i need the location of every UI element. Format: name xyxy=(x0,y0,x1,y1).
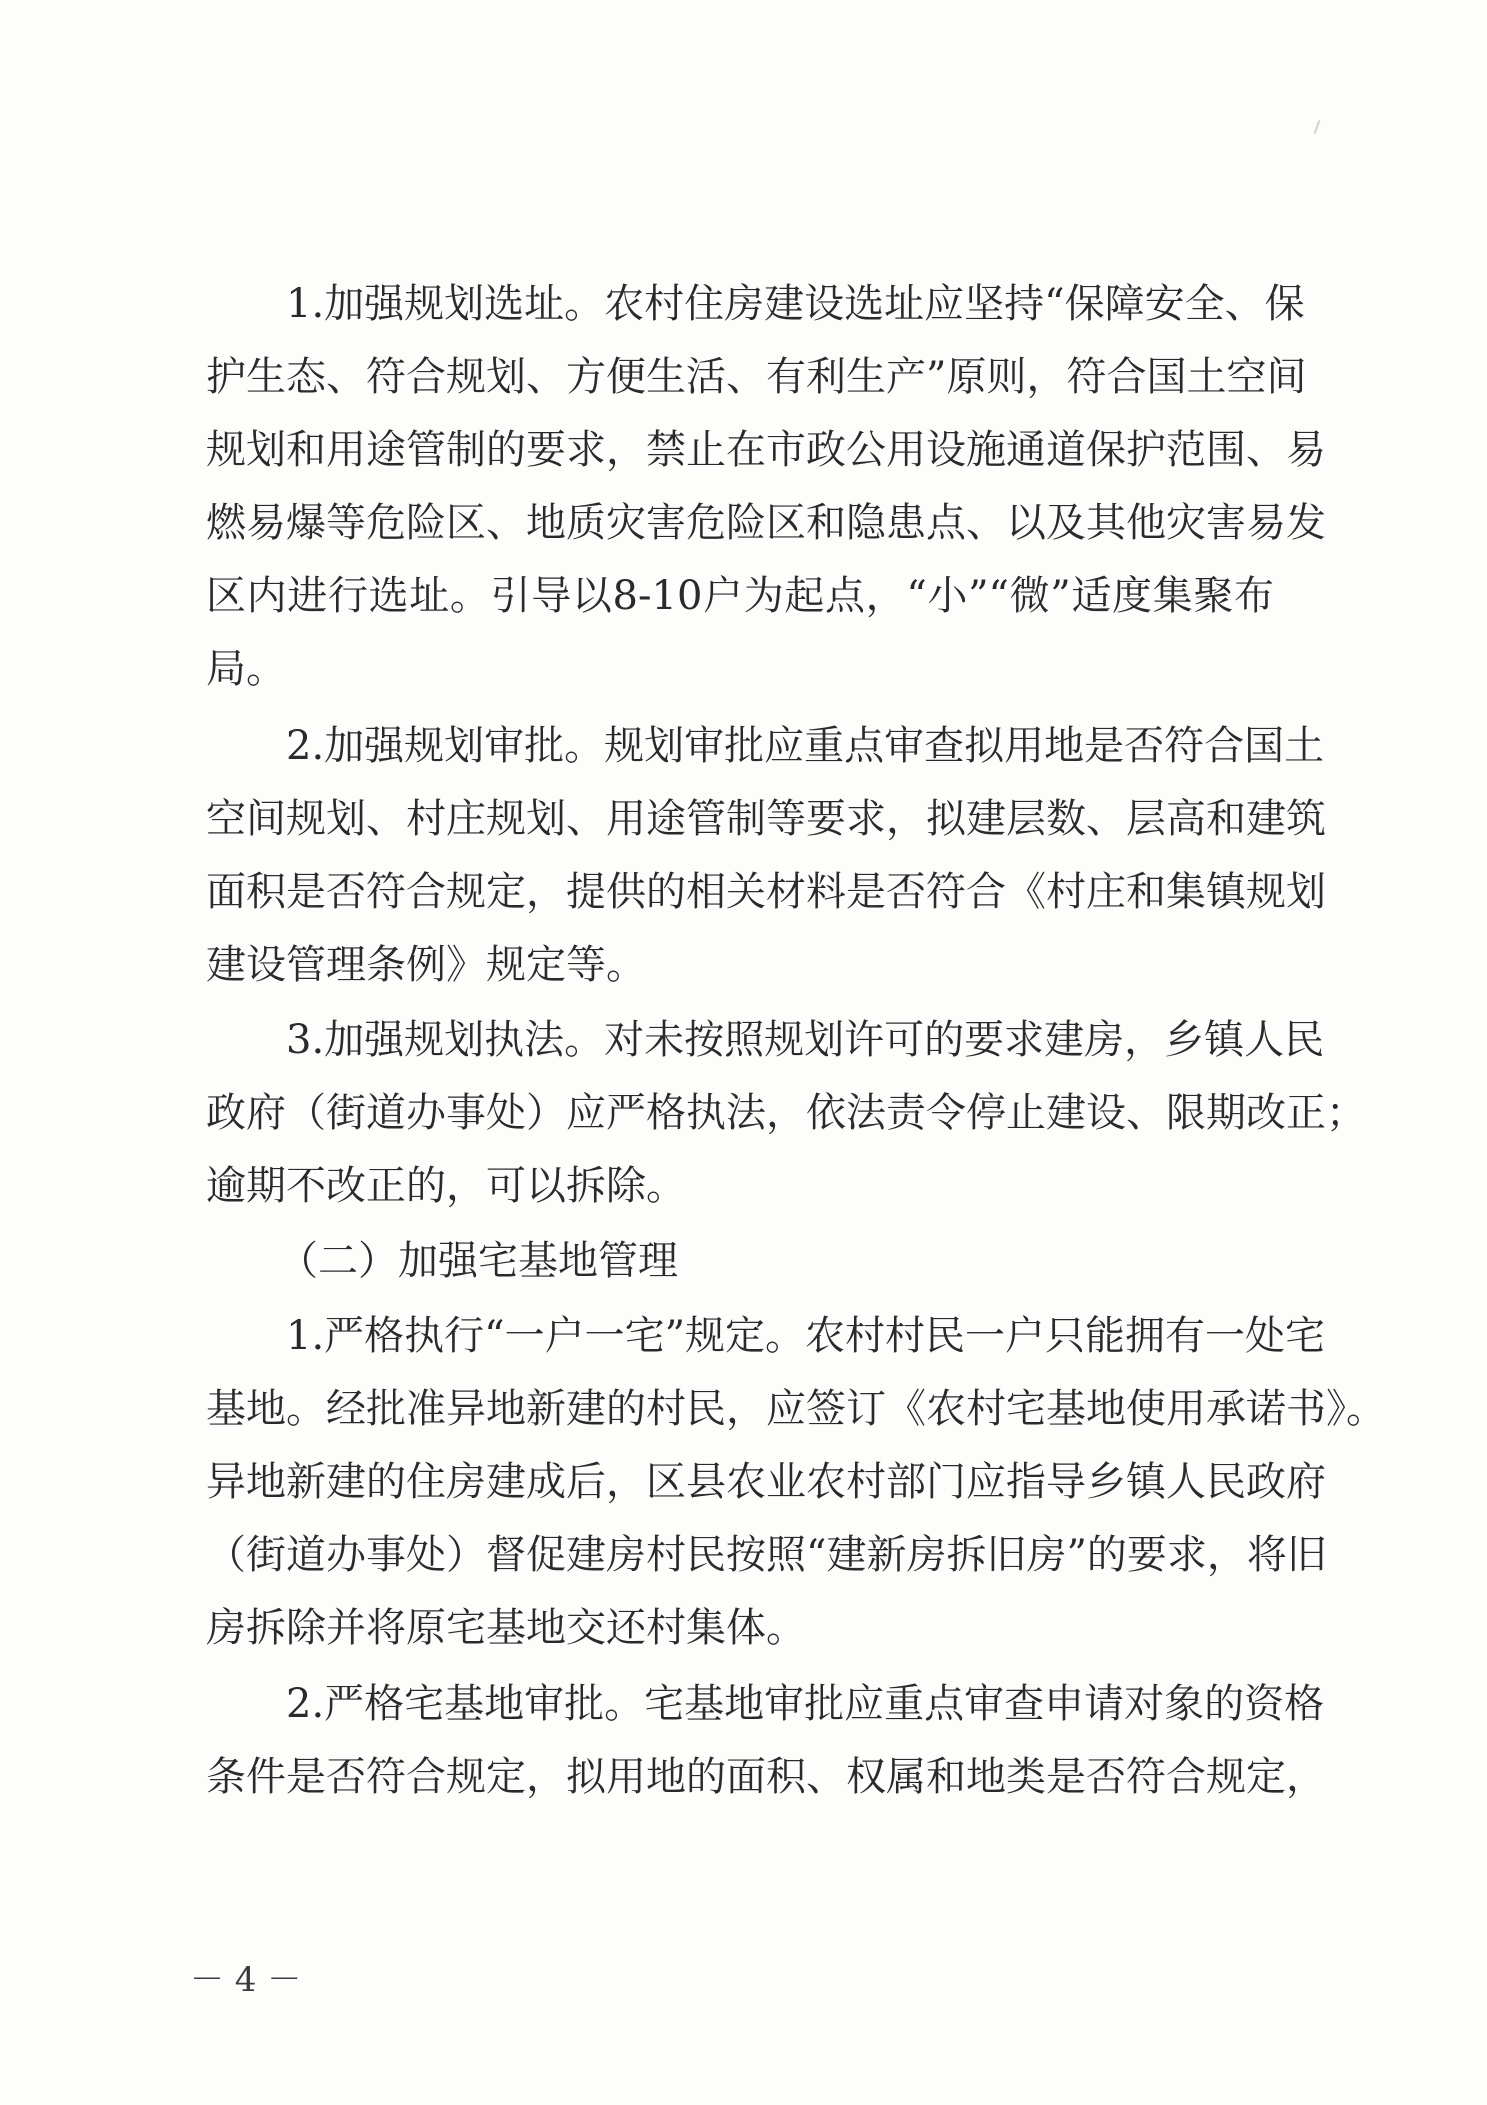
text-line xyxy=(0,268,1487,340)
line-text: 2.加强规划审批。规划审批应重点审查拟用地是否符合国土 xyxy=(286,723,1325,769)
line-text: 逾期不改正的，可以拆除。 xyxy=(206,1163,686,1209)
text-line xyxy=(0,633,1487,705)
line-text: 政府（街道办事处）应严格执法，依法责令停止建设、限期改正； xyxy=(206,1090,1366,1136)
text-line xyxy=(0,1741,1487,1813)
line-text: 护生态、符合规划、方便生活、有利生产”原则，符合国土空间 xyxy=(206,354,1307,400)
text-line xyxy=(0,1519,1487,1591)
line-text: 基地。经批准异地新建的村民，应签订《农村宅基地使用承诺书》。 xyxy=(206,1386,1386,1432)
line-text: 3.加强规划执法。对未按照规划许可的要求建房，乡镇人民 xyxy=(286,1017,1325,1063)
line-text: 1.加强规划选址。农村住房建设选址应坚持“保障安全、保 xyxy=(286,281,1305,327)
text-line xyxy=(0,1592,1487,1664)
page-number: － 4 － xyxy=(190,1960,302,2000)
text-line xyxy=(0,341,1487,413)
text-line xyxy=(0,1004,1487,1076)
text-line xyxy=(0,1077,1487,1149)
line-text: 1.严格执行“一户一宅”规定。农村村民一户只能拥有一处宅 xyxy=(286,1313,1326,1359)
text-line xyxy=(0,560,1487,632)
line-text: 建设管理条例》规定等。 xyxy=(206,942,646,988)
text-line xyxy=(0,487,1487,559)
text-line xyxy=(0,856,1487,928)
text-line xyxy=(0,710,1487,782)
line-text: 规划和用途管制的要求，禁止在市政公用设施通道保护范围、易 xyxy=(206,427,1326,473)
line-text: 燃易爆等危险区、地质灾害危险区和隐患点、以及其他灾害易发 xyxy=(206,500,1326,546)
line-text: 条件是否符合规定，拟用地的面积、权属和地类是否符合规定， xyxy=(206,1754,1326,1800)
section-heading xyxy=(0,1225,1487,1297)
line-text: 异地新建的住房建成后，区县农业农村部门应指导乡镇人民政府 xyxy=(206,1459,1326,1505)
text-line xyxy=(0,1668,1487,1740)
text-line xyxy=(0,1373,1487,1445)
text-line xyxy=(0,414,1487,486)
section-heading-text: （二）加强宅基地管理 xyxy=(278,1238,678,1284)
text-line xyxy=(0,1150,1487,1222)
text-line xyxy=(0,1300,1487,1372)
text-line xyxy=(0,783,1487,855)
text-line xyxy=(0,1446,1487,1518)
line-text: 空间规划、村庄规划、用途管制等要求，拟建层数、层高和建筑 xyxy=(206,796,1326,842)
line-text: 房拆除并将原宅基地交还村集体。 xyxy=(206,1605,806,1651)
line-text: （街道办事处）督促建房村民按照“建新房拆旧房”的要求，将旧 xyxy=(206,1532,1327,1578)
line-text: 面积是否符合规定，提供的相关材料是否符合《村庄和集镇规划 xyxy=(206,869,1326,915)
line-text: 局。 xyxy=(206,646,286,692)
line-text: 区内进行选址。引导以8-10户为起点，“小”“微”适度集聚布 xyxy=(206,573,1274,619)
line-text: 2.严格宅基地审批。宅基地审批应重点审查申请对象的资格 xyxy=(286,1681,1325,1727)
scan-speck xyxy=(1314,120,1321,134)
text-line xyxy=(0,929,1487,1001)
